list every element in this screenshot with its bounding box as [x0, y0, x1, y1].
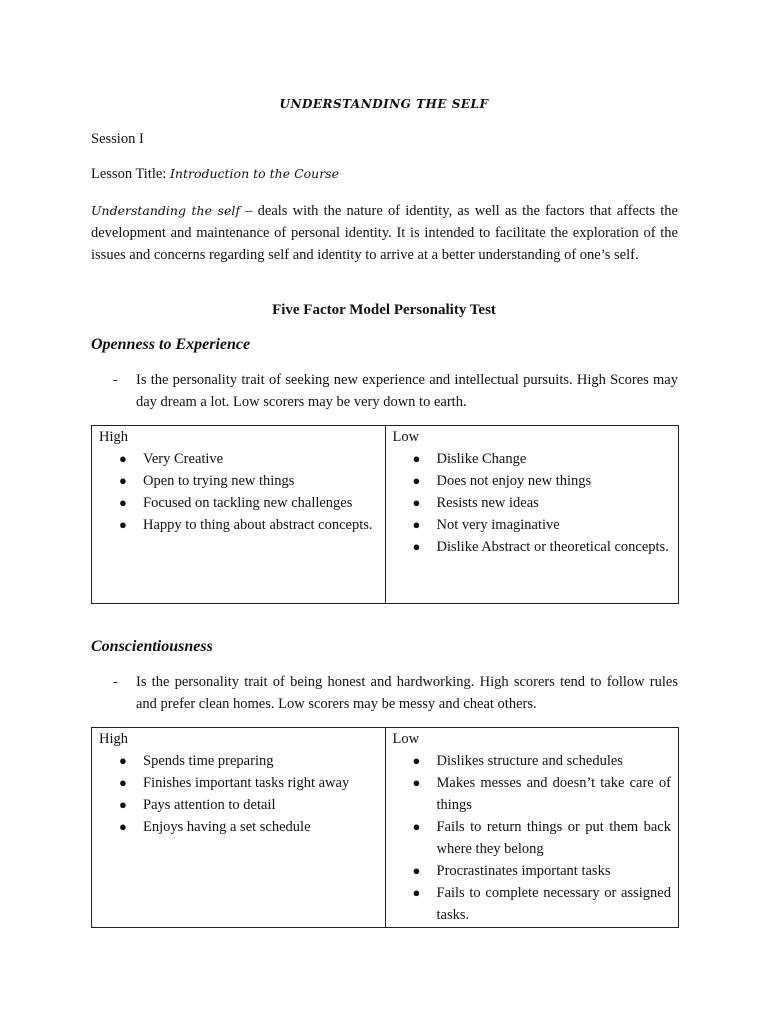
low-column	[385, 728, 679, 928]
list-item: ● Finishes important tasks right away	[99, 772, 378, 794]
trait-table-conscientiousness	[91, 727, 679, 928]
dash-marker: -	[113, 674, 118, 690]
section-title: Five Factor Model Personality Test	[272, 302, 496, 318]
list-item: ● Focused on tackling new challenges	[99, 492, 378, 514]
intro-term: Understanding the self	[91, 203, 240, 218]
list-item: ● Spends time preparing	[99, 750, 378, 772]
intro-text: – deals with the nature of identity, as well as the factors that affects the development and maintenance of personal identity. It is intended to facilitate the exploration of the issues and concerns regarding self and identity to arrive at a better understanding of one’s self.	[91, 203, 678, 263]
trait-heading-conscientiousness: Conscientiousness	[91, 638, 213, 655]
low-list	[393, 448, 672, 558]
high-list	[99, 750, 378, 838]
low-list	[393, 750, 672, 926]
lesson-title-label: Lesson Title:	[91, 166, 167, 182]
high-list	[99, 448, 378, 536]
low-label: Low	[392, 731, 420, 747]
bullet-icon: ●	[119, 451, 127, 466]
description-text: Is the personality trait of being honest and hardworking. High scorers tend to follow rules and prefer clean homes. Low scorers may be messy and cheat others.	[136, 674, 678, 712]
bullet-icon: ●	[119, 495, 127, 510]
high-column	[92, 728, 386, 928]
bullet-icon: ●	[412, 517, 421, 532]
bullet-icon: ●	[412, 885, 421, 900]
high-label: High	[99, 731, 128, 747]
bullet-icon: ●	[412, 863, 421, 878]
high-label: High	[99, 429, 128, 445]
lesson-title-line	[91, 166, 339, 183]
trait-description-conscientiousness	[91, 671, 678, 715]
trait-description-openness	[91, 369, 678, 413]
list-item: ● Fails to return things or put them back where they belong	[393, 816, 672, 860]
bullet-icon: ●	[119, 753, 127, 768]
list-item: ● Pays attention to detail	[99, 794, 378, 816]
description-text: Is the personality trait of seeking new experience and intellectual pursuits. High Scores may day dream a lot. Low scorers may be very down to earth.	[136, 372, 678, 410]
bullet-icon: ●	[119, 517, 127, 532]
low-column	[385, 426, 679, 604]
lesson-title-value: Introduction to the Course	[169, 166, 339, 181]
document-title: UNDERSTANDING THE SELF	[279, 97, 489, 111]
list-item: ● Open to trying new things	[99, 470, 378, 492]
list-item: ● Does not enjoy new things	[393, 470, 672, 492]
bullet-icon: ●	[412, 451, 421, 466]
list-item: ● Happy to thing about abstract concepts.	[99, 514, 378, 536]
bullet-icon: ●	[119, 819, 127, 834]
session-label: Session I	[91, 131, 144, 147]
trait-table-openness	[91, 425, 679, 604]
high-column	[92, 426, 386, 604]
list-item: ● Fails to complete necessary or assigned tasks.	[393, 882, 672, 926]
list-item: ● Procrastinates important tasks	[393, 860, 672, 882]
bullet-icon: ●	[412, 495, 421, 510]
intro-paragraph	[91, 200, 678, 266]
bullet-icon: ●	[412, 539, 421, 554]
bullet-icon: ●	[119, 797, 127, 812]
list-item: ● Enjoys having a set schedule	[99, 816, 378, 838]
bullet-icon: ●	[412, 775, 421, 790]
low-label: Low	[392, 429, 420, 445]
list-item: ● Dislike Abstract or theoretical concepts.	[393, 536, 672, 558]
list-item: ● Not very imaginative	[393, 514, 672, 536]
bullet-icon: ●	[412, 473, 421, 488]
bullet-icon: ●	[412, 819, 421, 834]
list-item: ● Resists new ideas	[393, 492, 672, 514]
list-item: ● Makes messes and doesn’t take care of things	[393, 772, 672, 816]
list-item: ● Dislike Change	[393, 448, 672, 470]
dash-marker: -	[113, 372, 118, 388]
bullet-icon: ●	[119, 473, 127, 488]
bullet-icon: ●	[412, 753, 421, 768]
trait-heading-openness: Openness to Experience	[91, 336, 251, 353]
list-item: ● Very Creative	[99, 448, 378, 470]
bullet-icon: ●	[119, 775, 127, 790]
list-item: ● Dislikes structure and schedules	[393, 750, 672, 772]
